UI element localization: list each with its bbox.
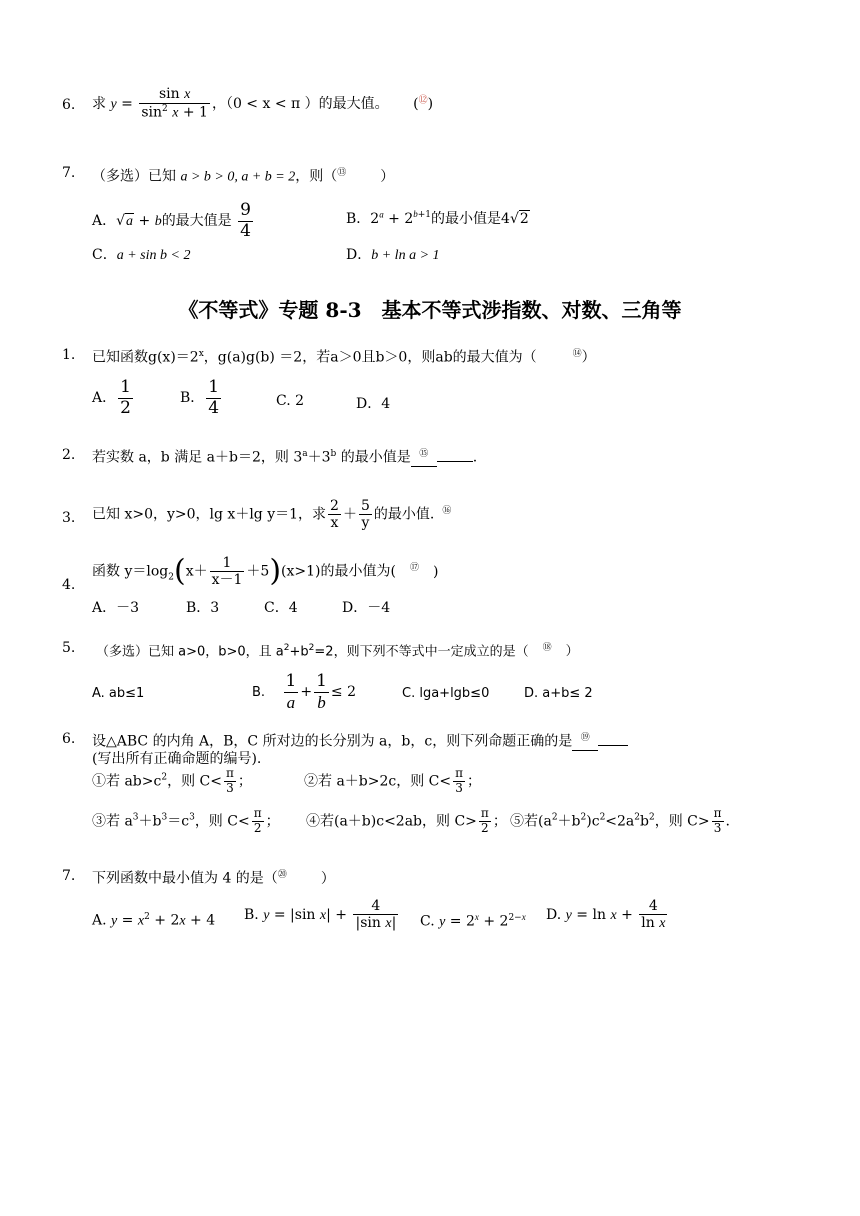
- proposition-5: ⑤若$(a^2+b^2)c^2<2a^2b^2$，则 C> $\frac{\pi}{3}$ .: [510, 806, 730, 835]
- question-number: 6.: [62, 97, 76, 113]
- option-c[interactable]: C. lga+lgb≤0: [402, 686, 490, 701]
- option-c[interactable]: C．a + sin b < 2: [92, 247, 191, 263]
- question-text: 设△ABC 的内角 A，B，C 所对边的长分别为 a，b，c，则下列命题正确的是 ⑲: [92, 730, 628, 751]
- option-b[interactable]: B．$2^a + 2^{b+1}$的最小值是4√2: [346, 209, 529, 227]
- question-text: （多选）已知 a > b > 0, a + b = 2，则（⑬ ）: [92, 168, 395, 185]
- option-a[interactable]: A. $y = x^2 + 2x + 4$: [92, 912, 216, 929]
- question-text: 若实数 a，b 满足 a＋b＝2，则 $3^a+3^b$ 的最小值是 ⑮ .: [92, 446, 477, 467]
- option-d[interactable]: D．b + ln a > 1: [346, 247, 440, 263]
- option-d[interactable]: D．4: [356, 396, 391, 412]
- question-text: 已知 x>0，y>0，lg x＋lg y＝1，求 $\frac{2}{x}$ ＋ $\frac{5}{y}$ 的最小值. ⑯: [92, 498, 452, 532]
- option-b[interactable]: B． $\frac{1}{4}$: [180, 377, 220, 418]
- proposition-3: ③若 $a^3+b^3=c^3$，则 C< $\frac{\pi}{2}$ ；: [92, 806, 280, 835]
- option-c[interactable]: C. $y = 2^x + 2^{2-x}$: [420, 912, 526, 930]
- question-number: 7.: [62, 165, 76, 181]
- option-a[interactable]: A. ab≤1: [92, 686, 145, 701]
- option-d[interactable]: D. a+b≤ 2: [524, 686, 593, 701]
- question-number: 7.: [62, 868, 76, 884]
- answer-marker[interactable]: ⑯: [442, 505, 452, 516]
- option-a[interactable]: A．－3: [92, 600, 140, 616]
- answer-marker[interactable]: ⑬: [337, 168, 347, 178]
- question-number: 4.: [62, 577, 76, 593]
- question-text: 下列函数中最小值为 4 的是（⑳ ）: [92, 870, 335, 887]
- question-text: （多选）已知 a>0，b>0，且 $a^2+b^2=2$，则下列不等式中一定成立的是（ ⑱ ）: [96, 643, 579, 660]
- section-heading: 《不等式》专题 8-3 基本不等式涉指数、对数、三角等: [178, 298, 682, 322]
- question-number: 2.: [62, 447, 76, 463]
- answer-marker[interactable]: ⑳: [277, 870, 287, 880]
- option-d[interactable]: D．－4: [342, 600, 391, 616]
- proposition-4: ④若(a＋b)c<2ab，则 C> $\frac{\pi}{2}$ ；: [306, 806, 507, 835]
- option-a[interactable]: A．√a + b的最大值是 $\frac{9}{4}$: [92, 200, 251, 241]
- option-b[interactable]: B. y = |sin x| + $\frac{4}{\text{|sin x|}}$: [244, 898, 397, 932]
- question-text: 求 y = $\frac{\text{sin x}}{\sin^2 x + 1}$ ，（0 < x < π ）的最大值。 (⑫): [92, 86, 434, 121]
- answer-marker[interactable]: ⑰: [409, 562, 419, 573]
- question-number: 6.: [62, 731, 76, 747]
- option-c[interactable]: C. 2: [276, 393, 305, 409]
- question-text: 已知函数$g(x)=2^x$，g(a)g(b) ＝2，若a＞0且b＞0，则ab的最大值为（ ⑭）: [92, 349, 596, 366]
- answer-marker[interactable]: ⑭: [572, 349, 582, 359]
- question-hint: (写出所有正确命题的编号).: [92, 751, 262, 767]
- option-c[interactable]: C．4: [264, 600, 298, 616]
- answer-marker[interactable]: ⑱: [542, 643, 552, 653]
- option-d[interactable]: D. y = ln x + $\frac{4}{\text{ln x}}$: [546, 898, 666, 932]
- question-text: 函数 $y=\log_2(x+$ $\frac{1}{x-1}$ ＋5)(x>1)的最小值为( ⑰ ): [92, 553, 439, 589]
- answer-blank[interactable]: ⑲: [572, 730, 598, 751]
- answer-blank[interactable]: ⑮: [411, 446, 437, 467]
- question-number: 1.: [62, 347, 76, 363]
- question-number: 3.: [62, 510, 76, 526]
- proposition-1: ①若 $ab>c^2$，则 C< $\frac{\pi}{3}$ ；: [92, 766, 252, 795]
- question-number: 5.: [62, 640, 76, 656]
- option-b[interactable]: B. $\frac{1}{a}$ + $\frac{1}{b}$ ≤ 2: [252, 671, 356, 712]
- answer-marker[interactable]: ⑫: [418, 95, 428, 106]
- proposition-2: ②若 a＋b>2c，则 C< $\frac{\pi}{3}$ ；: [304, 766, 482, 795]
- option-b[interactable]: B．3: [186, 600, 220, 616]
- option-a[interactable]: A． $\frac{1}{2}$: [92, 377, 131, 418]
- fraction: $\frac{\text{sin x}}{\sin^2 x + 1}$: [141, 86, 208, 121]
